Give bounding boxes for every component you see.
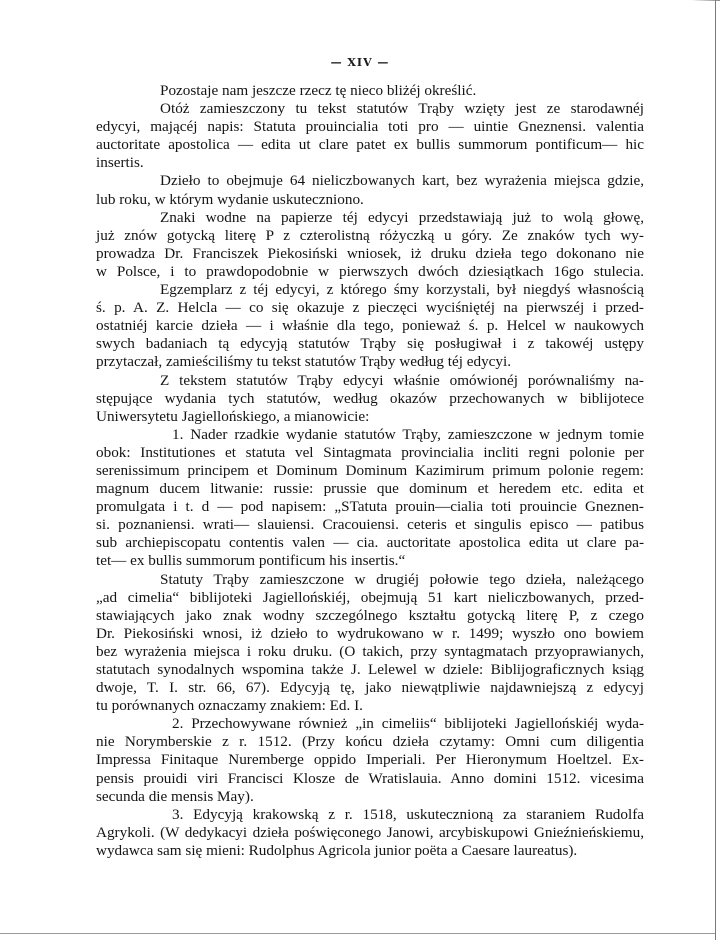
text-line: przytaczał, zamieściliśmy tu tekst statutów Trąby według téj edycyi. [96, 353, 512, 371]
page-number-header: — XIV — [330, 56, 390, 69]
text-line: insertis. [96, 154, 144, 172]
text-line: 1. Nader rzadkie wydanie statutów Trąby, zamieszczone w jednym tomie [172, 425, 644, 443]
text-line: magnum ducem litwanie: russie: prussie que dominum et heredem etc. edita et [96, 480, 644, 498]
text-line: Statuty Trąby zamieszczone w drugiéj połowie tego dzieła, należącego [160, 570, 644, 588]
text-line: 2. Przechowywane również „in cimeliis“ biblijoteki Jagiellońskiéj wyda- [172, 715, 644, 733]
text-line: już znów gotycką literę P z czterolistną różyczką u góry. Ze znaków tych wy- [96, 226, 644, 244]
text-line: Z tekstem statutów Trąby edycyi właśnie omówionéj porównaliśmy na- [160, 371, 644, 389]
body-text [96, 82, 644, 860]
text-line: Dr. Piekosiński wnosi, iż dzieło to wydrukowano w r. 1499; wyszło ono bowiem [96, 624, 644, 642]
text-line: Agrykoli. (W dedykacyi dzieła poświęconego Janowi, arcybiskupowi Gnieźnieńskiemu, [96, 823, 644, 841]
text-line: tet— ex bullis summorum pontificum his insertis.“ [96, 552, 406, 570]
text-line: Znaki wodne na papierze téj edycyi przedstawiają już to wolą głowę, [160, 208, 644, 226]
text-line: tu porównanych oznaczamy znakiem: Ed. I. [96, 697, 363, 715]
text-line: statutach synodalnych wspomina także J. Lelewel w dziele: Biblijograficznych ksiąg [96, 661, 644, 678]
text-line: Egzemplarz z téj edycyi, z którego śmy korzystali, był niegdyś własnością [160, 281, 644, 299]
text-line: nie Norymberskie z r. 1512. (Przy końcu dzieła czytamy: Omni cum diligentia [96, 733, 644, 751]
text-line: wydawca sam się mieni: Rudolphus Agricola junior poëta a Caesare laureatus). [96, 841, 578, 859]
text-line: si. poznaniensi. wrati— slauiensi. Cracouiensi. ceteris et singulis episco — patibus [96, 516, 644, 534]
text-line: ostatniéj karcie dzieła — i właśnie dla tego, ponieważ ś. p. Helcel w naukowych [96, 317, 644, 335]
text-line: promulgata i t. d — pod napisem: „STatuta prouin—cialia toti prouincie Gneznen- [96, 498, 644, 516]
text-line: sub archiepiscopatu contentis valen — cia. auctoritate apostolica edita ut clare pa- [96, 534, 644, 552]
text-line: ś. p. A. Z. Helcla — co się okazuje z pieczęci wyciśniętéj na pierwszéj i przed- [96, 299, 644, 317]
text-line: w Polsce, i to prawdopodobnie w pierwszych dwóch dziesiątkach 16go stulecia. [96, 262, 644, 280]
page-edge-top [560, 0, 720, 11]
text-line: serenissimum principem et Dominum Dominum Kazimirum primum polonie regem: [96, 461, 644, 479]
text-line: „ad cimelia“ biblijoteki Jagiellońskiéj, obejmują 51 kart nieliczbowanych, przed- [96, 588, 644, 606]
page-edge-bottom [0, 933, 715, 934]
text-line: swych badaniach tą edycyją statutów Trąby się posługiwał i z takowéj ustępy [96, 335, 644, 353]
text-line: pensis prouidi viri Francisci Klosze de Wratislauia. Anno domini 1512. vicesima [96, 769, 644, 787]
text-line: Uniwersytetu Jagiellońskiego, a mianowicie: [96, 407, 370, 425]
text-line: auctoritate apostolica — edita ut clare patet ex bullis summorum pontificum— hic [96, 136, 644, 154]
text-line: stawiających jako znak wodny szczególnego kształtu gotycką literę P, z czego [96, 606, 644, 624]
text-line: Dzieło to obejmuje 64 nieliczbowanych kart, bez wyrażenia miejsca gdzie, [160, 172, 644, 190]
text-line: Pozostaje nam jeszcze rzecz tę nieco bliżéj określić. [160, 82, 477, 99]
text-line: bez wyrażenia miejsca i roku druku. (O takich, przy syntagmatach przyoprawianych, [96, 642, 644, 660]
text-line: prowadza Dr. Franciszek Piekosiński wniosek, iż druku dzieła tego dokonano nie [96, 244, 644, 262]
text-line: lub roku, w którym wydanie uskuteczniono. [96, 190, 364, 208]
text-line: secunda die mensis May). [96, 787, 254, 805]
text-line: obok: Institutiones et statuta vel Sintagmata provincialia incliti regni polonie per [96, 443, 644, 461]
text-line: 3. Edycyją krakowską z r. 1518, uskutecznioną za staraniem Rudolfa [172, 805, 644, 823]
text-line: Otóż zamieszczony tu tekst statutów Trąby wzięty jest ze starodawnéj [160, 100, 644, 118]
text-line: dwoje, T. I. str. 66, 67). Edycyją tę, jako niewątpliwie najdawniejszą z edycyj [96, 679, 644, 697]
text-line: stępujące wydania tych statutów, według okazów przechowanych w biblijotece [96, 389, 644, 407]
page-edge-right [715, 0, 716, 940]
text-line: edycyi, mającéj napis: Statuta prouincialia toti pro — uintie Gneznensi. valentia [96, 118, 644, 136]
text-line: Impressa Finitaque Nuremberge oppido Imperiali. Per Hieronymum Hoeltzel. Ex- [96, 751, 644, 769]
